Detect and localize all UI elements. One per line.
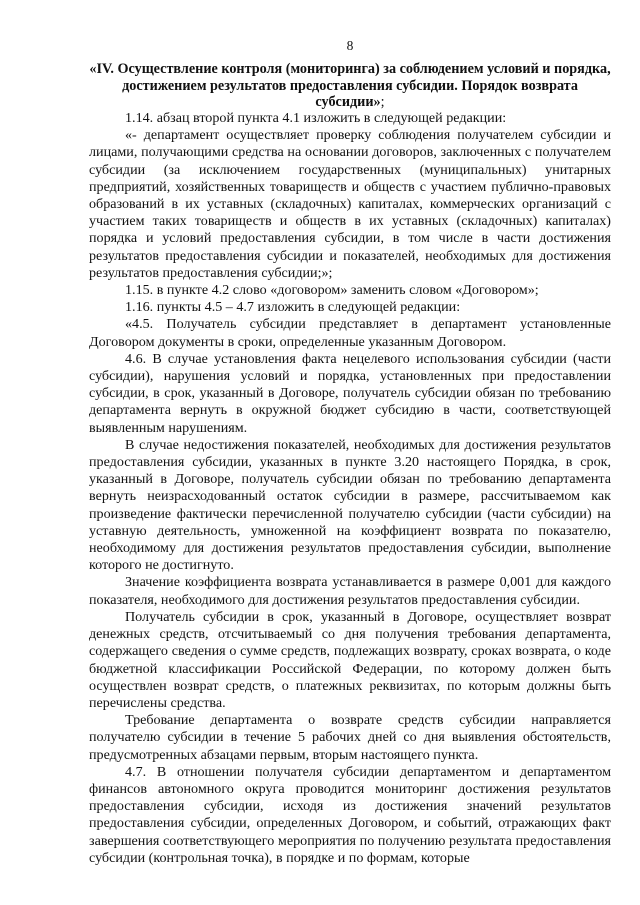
page-number: 8 <box>346 38 354 53</box>
paragraph-4-1-quote: «- департамент осуществляет проверку соблюдения получателем субсидии и лицами, получающими средства на основании договоров, заключенных с получателем субсидии (за исключением государственных (муниципальных) унитарных предприятий, хозяйственных товариществ и обществ с участием публично-правовых образований в их уставных (складочных) капиталах, коммерческих организаций с участием таких товариществ и обществ в их уставных (складочных) капиталах) порядка и условий предоставления субсидии, в том числе в части достижения результатов предоставления субсидии и показателей, необходимых для достижения результатов предоставления субсидии;»; <box>89 127 611 281</box>
section-heading <box>89 61 611 111</box>
section-heading-title: «IV. Осуществление контроля (мониторинга) за соблюдением условий и порядка, достижением результатов предоставления субсидии. Порядок возврата субсидии» <box>89 61 611 111</box>
paragraph-4-5: «4.5. Получатель субсидии представляет в департамент установленные Договором документы в сроки, определенные указанным Договором. <box>89 316 611 350</box>
document-body <box>89 110 611 867</box>
paragraph-1-15: 1.15. в пункте 4.2 слово «договором» заменить словом «Договором»; <box>125 282 539 299</box>
paragraph-4-6-second: В случае недостижения показателей, необходимых для достижения результатов предоставления субсидии, указанных в пункте 3.20 настоящего Порядка, в срок, указанный в Договоре, получатель субсидии обязан по требованию департамента вернуть неизрасходованный остаток субсидии в размере, рассчитываемом как произведение фактически перечисленной получателю субсидии (части субсидии) на уставную деятельность, умноженной на коэффициент возврата по показателю, необходимому для достижения результатов предоставления субсидии, выполнение которого не достигнуто. <box>89 436 611 574</box>
paragraph-1-16: 1.16. пункты 4.5 – 4.7 изложить в следующей редакции: <box>125 299 461 316</box>
paragraph-4-7: 4.7. В отношении получателя субсидии департаментом и департаментом финансов автономного округа проводится мониторинг достижения результатов предоставления субсидии, исходя из достижения значений результатов предоставления субсидии, определенных Договором, и событий, отражающих факт завершения соответствующего мероприятия по получению результата предоставления субсидии (контрольная точка), в порядке и по формам, которые <box>89 763 611 866</box>
paragraph-4-6-return: Получатель субсидии в срок, указанный в Договоре, осуществляет возврат денежных средств, отсчитываемый со дня получения требования департамента, содержащего сведения о сумме средств, подлежащих возврату, сроках возврата, о коде бюджетной классификации Российской Федерации, по которому должен быть осуществлен возврат средств, о платежных реквизитах, по которым должны быть перечислены средства. <box>89 608 611 711</box>
paragraph-4-6-requirement: Требование департамента о возврате средств субсидии направляется получателю субсидии в течение 5 рабочих дней со дня выявления обстоятельств, предусмотренных абзацами первым, вторым настоящего пункта. <box>89 712 611 763</box>
section-heading-tail: ; <box>380 94 385 111</box>
paragraph-4-6-coefficient: Значение коэффициента возврата устанавливается в размере 0,001 для каждого показателя, необходимого для достижения результатов предоставления субсидии. <box>89 574 611 608</box>
paragraph-1-14: 1.14. абзац второй пункта 4.1 изложить в следующей редакции: <box>125 110 507 126</box>
paragraph-4-6: 4.6. В случае установления факта нецелевого использования субсидии (части субсидии), нарушения условий и порядка, установленных при предоставлении субсидии, в срок, указанный в Договоре, получатель субсидии обязан по требованию департамента вернуть в окружной бюджет субсидию в части, соответствующей выявленным нарушениям. <box>89 350 611 436</box>
